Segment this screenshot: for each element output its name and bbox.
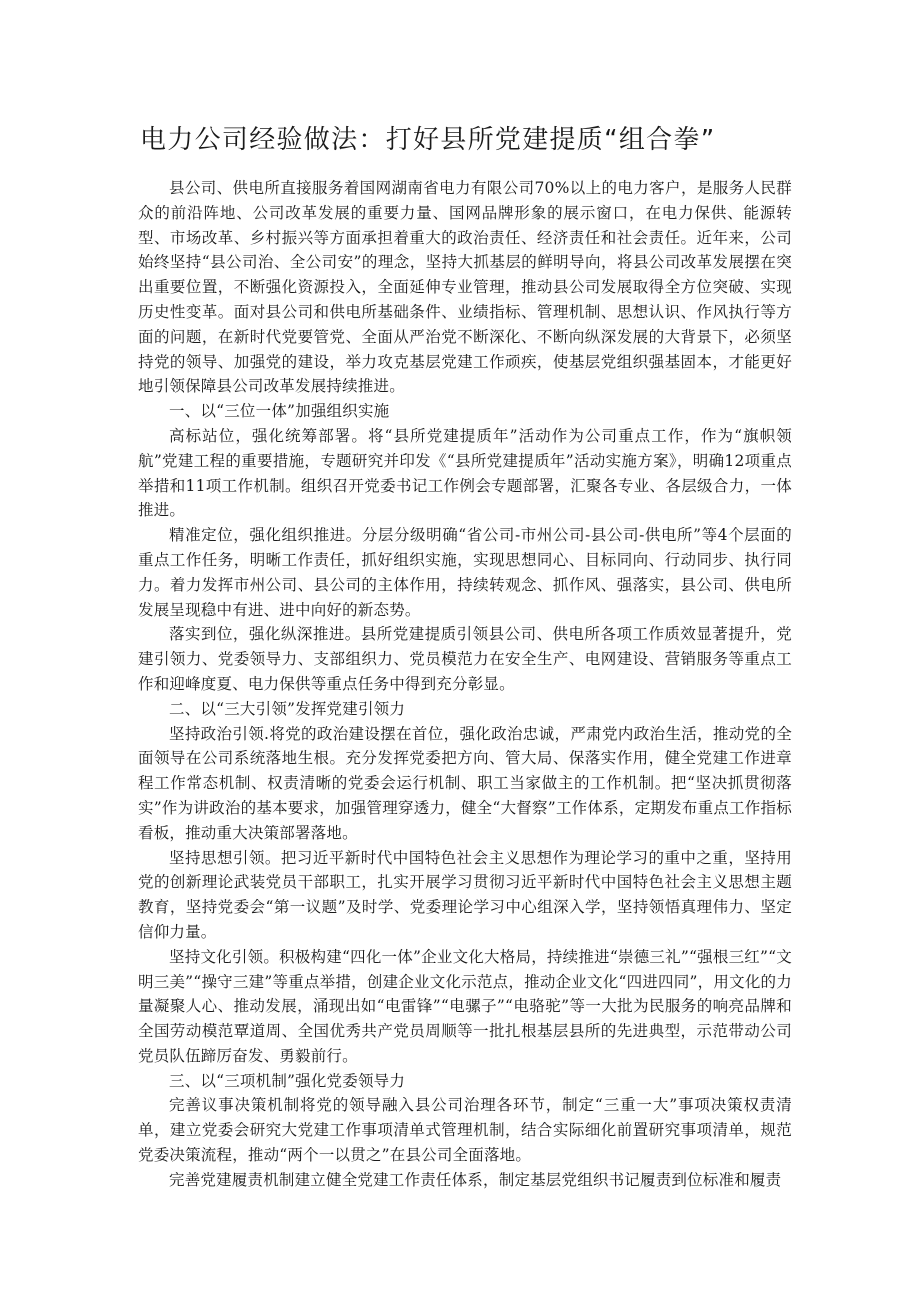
section-heading-3: 三、以“三项机制”强化党委领导力	[169, 1071, 406, 1090]
document-title: 电力公司经验做法：打好县所党建提质“组合拳”	[140, 125, 716, 155]
section-2-paragraph-1: 坚持政治引领.将党的政治建设摆在首位，强化政治忠诚，严肃党内政治生活，推动党的全面领导在公司系统落地生根。充分发挥党委把方向、管大局、保落实作用，健全党建工作进章程工作常态机制、权责清晰的党委会运行机制、职工当家做主的工作机制。把“坚决抓贯彻落实”作为讲政治的基本要求，加强管理穿透力，健全“大督察”工作体系，定期发布重点工作指标看板，推动重大决策部署落地。	[138, 724, 792, 842]
section-1-paragraph-2: 精准定位，强化组织推进。分层分级明确“省公司-市州公司-县公司-供电所”等4个层面的重点工作任务，明晰工作责任，抓好组织实施，实现思想同心、目标同向、行动同步、执行同力。着力发挥市州公司、县公司的主体作用，持续转观念、抓作风、强落实，县公司、供电所发展呈现稳中有进、进中向好的新态势。	[138, 526, 792, 619]
section-3-paragraph-2: 完善党建履责机制建立健全党建工作责任体系，制定基层党组织书记履责到位标准和履责	[169, 1170, 782, 1189]
document-body	[138, 176, 792, 1193]
section-heading-1: 一、以“三位一体”加强组织实施	[169, 402, 390, 421]
intro-paragraph: 县公司、供电所直接服务着国网湖南省电力有限公司70%以上的电力客户，是服务人民群众的前沿阵地、公司改革发展的重要力量、国网品牌形象的展示窗口，在电力保供、能源转型、市场改革、乡村振兴等方面承担着重大的政治责任、经济责任和社会责任。近年来，公司始终坚持“县公司治、全公司安”的理念，坚持大抓基层的鲜明导向，将县公司改革发展摆在突出重要位置，不断强化资源投入，全面延伸专业管理，推动县公司发展取得全方位突破、实现历史性变革。面对县公司和供电所基础条件、业绩指标、管理机制、思想认识、作风执行等方面的问题，在新时代党要管党、全面从严治党不断深化、不断向纵深发展的大背景下，必须坚持党的领导、加强党的建设，举力攻克基层党建工作顽疾，使基层党组织强基固本，才能更好地引领保障县公司改革发展持续推进。	[138, 179, 792, 396]
document-page	[138, 120, 792, 1193]
section-3-paragraph-1: 完善议事决策机制将党的领导融入县公司治理各环节，制定“三重一大”事项决策权责清单，建立党委会研究大党建工作事项清单式管理机制，结合实际细化前置研究事项清单，规范党委决策流程，推动“两个一以贯之”在县公司全面落地。	[138, 1096, 792, 1165]
section-1-paragraph-3: 落实到位，强化纵深推进。县所党建提质引领县公司、供电所各项工作质效显著提升，党建引领力、党委领导力、支部组织力、党员模范力在安全生产、电网建设、营销服务等重点工作和迎峰度夏、电力保供等重点任务中得到充分彰显。	[138, 625, 792, 693]
section-2-paragraph-3: 坚持文化引领。积极构建“四化一体”企业文化大格局，持续推进“崇德三礼”“强根三红”“文明三美”“操守三建”等重点举措，创建企业文化示范点，推动企业文化“四进四同”，用文化的力量凝聚人心、推动发展，涌现出如“电雷锋”“电骡子”“电骆驼”等一大批为民服务的响亮品牌和全国劳动模范覃道周、全国优秀共产党员周顺等一批扎根基层县所的先进典型，示范带动公司党员队伍蹄厉奋发、勇毅前行。	[138, 947, 792, 1065]
section-1-paragraph-1: 高标站位，强化统筹部署。将“县所党建提质年”活动作为公司重点工作，作为“旗帜领航”党建工程的重要措施，专题研究并印发《“县所党建提质年”活动实施方案》，明确12项重点举措和11项工作机制。组织召开党委书记工作例会专题部署，汇聚各专业、各层级合力，一体推进。	[138, 426, 792, 520]
section-heading-2: 二、以“三大引领”发挥党建引领力	[169, 699, 406, 718]
section-2-paragraph-2: 坚持思想引领。把习近平新时代中国特色社会主义思想作为理论学习的重中之重，坚持用党的创新理论武装党员干部职工，扎实开展学习贯彻习近平新时代中国特色社会主义思想主题教育，坚持党委会“第一议题”及时学、党委理论学习中心组深入学，坚持领悟真理伟力、坚定信仰力量。	[138, 848, 792, 941]
